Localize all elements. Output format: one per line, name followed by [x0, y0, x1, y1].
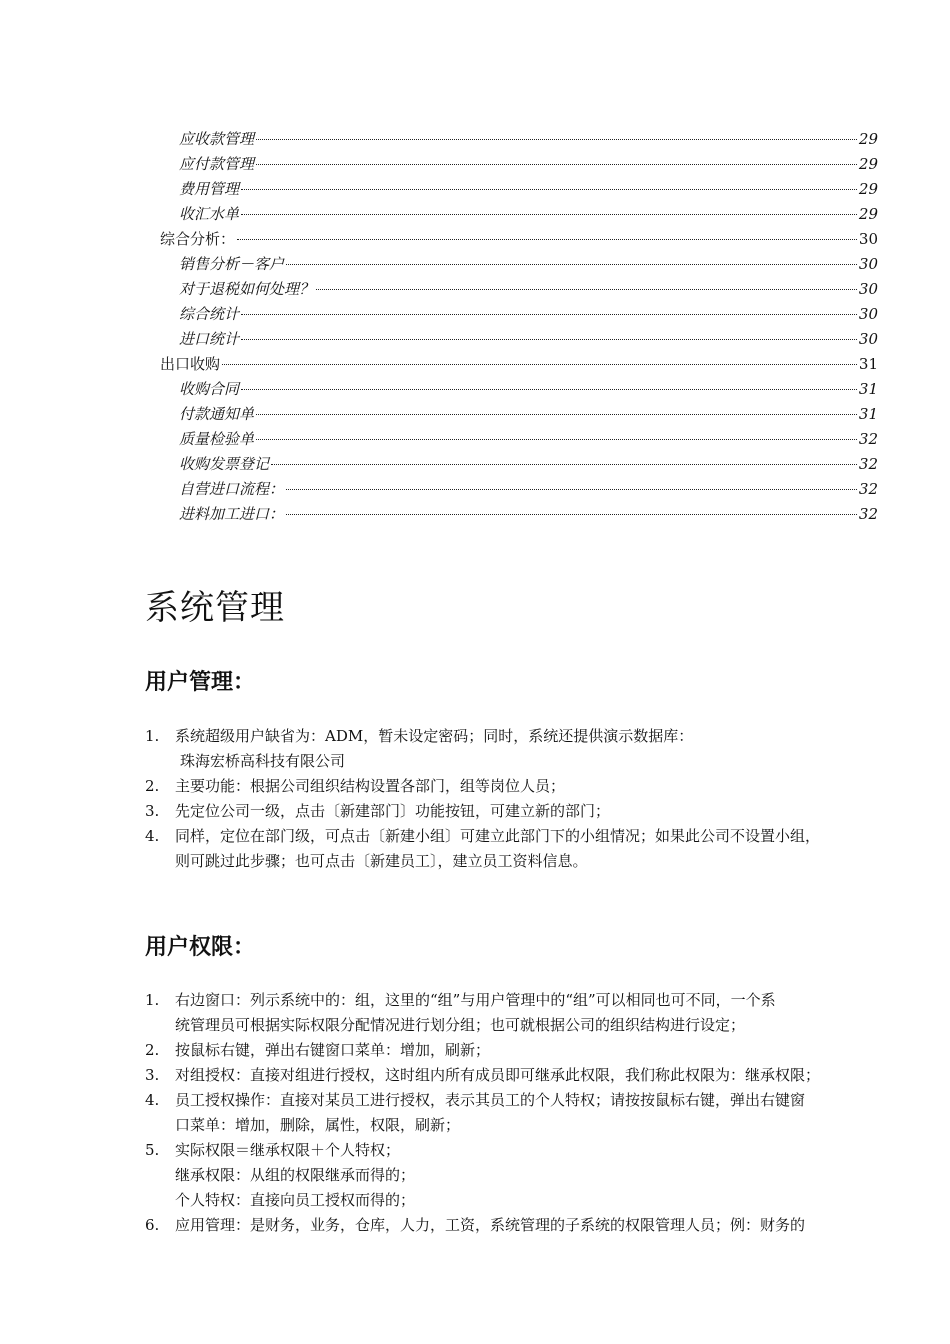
toc-entry-title: 收购合同: [179, 380, 240, 398]
toc-leader-dots: [241, 389, 857, 390]
list-item: [145, 1088, 890, 1138]
toc-entry-page: 32: [858, 430, 878, 448]
list-item-body: [175, 988, 890, 1038]
list-item-line: 口菜单：增加，删除，属性，权限，刷新；: [175, 1116, 461, 1134]
list-item-body: [175, 799, 890, 824]
toc-entry[interactable]: [160, 127, 878, 152]
list-item-line: 主要功能：根据公司组织结构设置各部门，组等岗位人员；: [175, 777, 566, 795]
page-title: 系统管理: [145, 588, 285, 628]
toc-entry[interactable]: [160, 252, 878, 277]
toc-entry-title: 质量检验单: [179, 430, 255, 448]
toc-leader-dots: [286, 264, 857, 265]
list-item-line: 先定位公司一级，点击〔新建部门〕功能按钮，可建立新的部门；: [175, 802, 611, 820]
list-item-line: 则可跳过此步骤；也可点击〔新建员工〕，建立员工资料信息。: [175, 852, 588, 870]
toc-entry-title: 出口收购: [160, 355, 221, 373]
list-item-number: 2.: [145, 777, 160, 795]
list-item: [145, 1063, 890, 1088]
toc-entry[interactable]: [160, 327, 878, 352]
toc-entry-title: 收汇水单: [179, 205, 240, 223]
list-item-number: 4.: [145, 1091, 160, 1109]
list-item-number: 6.: [145, 1216, 160, 1234]
toc-leader-dots: [241, 339, 857, 340]
toc-entry-page: 32: [858, 505, 878, 523]
toc-leader-dots: [241, 214, 857, 215]
toc-entry-page: 31: [858, 405, 878, 423]
list-item-line: 系统超级用户缺省为：ADM，暂未设定密码；同时，系统还提供演示数据库：: [175, 727, 694, 745]
toc-entry-title: 应付款管理: [179, 155, 255, 173]
toc-entry-title: 付款通知单: [179, 405, 255, 423]
list-item: [145, 1138, 890, 1213]
toc-entry[interactable]: [160, 477, 878, 502]
list-item: [145, 988, 890, 1038]
list-item-line: 员工授权操作：直接对某员工进行授权，表示其员工的个人特权；请按按鼠标右键，弹出右键窗: [175, 1091, 806, 1109]
toc-entry[interactable]: [160, 202, 878, 227]
list-item-line: 个人特权：直接向员工授权而得的；: [175, 1191, 416, 1209]
list-item-number: 5.: [145, 1141, 160, 1159]
list-item-body: [175, 724, 890, 774]
toc-entry-title: 进料加工进口：: [179, 505, 285, 523]
toc-entry-page: 30: [858, 330, 878, 348]
toc-entry-title: 费用管理: [179, 180, 240, 198]
toc-entry-page: 30: [858, 305, 878, 323]
list-item-body: [175, 1063, 890, 1088]
list-item: [145, 1213, 890, 1238]
toc-leader-dots: [286, 489, 857, 490]
list-item-number: 3.: [145, 802, 160, 820]
toc-entry-page: 32: [858, 480, 878, 498]
toc-entry[interactable]: [160, 452, 878, 477]
list-item-line: 右边窗口：列示系统中的：组，这里的“组”与用户管理中的“组”可以相同也可不同，一个系: [175, 991, 776, 1009]
toc-entry-page: 31: [858, 380, 878, 398]
toc-entry-page: 32: [858, 455, 878, 473]
toc-entry-title: 综合统计: [179, 305, 240, 323]
toc-entry-title: 自营进口流程：: [179, 480, 285, 498]
section-heading-user-permissions: 用户权限：: [145, 935, 256, 960]
list-item: [145, 799, 890, 824]
list-item-body: [175, 1038, 890, 1063]
toc-entry-title: 应收款管理: [179, 130, 255, 148]
toc-entry[interactable]: [160, 302, 878, 327]
list-item-subline: 珠海宏桥高科技有限公司: [180, 752, 346, 770]
toc-leader-dots: [256, 164, 857, 165]
toc-entry-page: 29: [858, 155, 878, 173]
list-item: [145, 1038, 890, 1063]
list-item-line: 统管理员可根据实际权限分配情况进行划分组；也可就根据公司的组织结构进行设定；: [175, 1016, 746, 1034]
list-item-body: [175, 824, 890, 874]
list-item: [145, 774, 890, 799]
section-heading-user-management: 用户管理：: [145, 670, 256, 695]
toc-leader-dots: [316, 289, 857, 290]
table-of-contents: [160, 127, 878, 527]
toc-leader-dots: [241, 189, 857, 190]
toc-leader-dots: [286, 514, 857, 515]
toc-entry-page: 30: [858, 255, 878, 273]
toc-leader-dots: [256, 439, 857, 440]
list-item-body: [175, 1138, 890, 1213]
toc-entry-title: 进口统计: [179, 330, 240, 348]
toc-entry-page: 29: [858, 180, 878, 198]
toc-entry-title: 收购发票登记: [179, 455, 270, 473]
toc-entry-page: 29: [858, 130, 878, 148]
list-item: [145, 824, 890, 874]
list-item-line: 同样，定位在部门级，可点击〔新建小组〕可建立此部门下的小组情况；如果此公司不设置小组，: [175, 827, 821, 845]
list-item-number: 2.: [145, 1041, 160, 1059]
toc-leader-dots: [256, 414, 857, 415]
toc-entry-page: 30: [858, 280, 878, 298]
toc-entry[interactable]: [160, 277, 878, 302]
toc-entry[interactable]: [160, 227, 878, 252]
toc-entry[interactable]: [160, 502, 878, 527]
list-item-line: 继承权限：从组的权限继承而得的；: [175, 1166, 416, 1184]
list-item-body: [175, 1088, 890, 1138]
user-management-list: [145, 724, 890, 874]
toc-entry-title: 对于退税如何处理？: [179, 280, 315, 298]
toc-entry-page: 31: [858, 355, 878, 373]
list-item-line: 对组授权：直接对组进行授权，这时组内所有成员即可继承此权限，我们称此权限为：继承权限；: [175, 1066, 821, 1084]
toc-leader-dots: [241, 314, 857, 315]
list-item-body: [175, 774, 890, 799]
toc-entry[interactable]: [160, 402, 878, 427]
toc-entry-page: 30: [858, 230, 878, 248]
toc-leader-dots: [222, 364, 857, 365]
toc-entry-title: 综合分析：: [160, 230, 236, 248]
list-item-number: 3.: [145, 1066, 160, 1084]
list-item-line: 实际权限＝继承权限＋个人特权；: [175, 1141, 401, 1159]
toc-entry[interactable]: [160, 377, 878, 402]
list-item-number: 1.: [145, 727, 160, 745]
toc-leader-dots: [256, 139, 857, 140]
list-item-number: 4.: [145, 827, 160, 845]
list-item-number: 1.: [145, 991, 160, 1009]
list-item-body: [175, 1213, 890, 1238]
list-item-line: 按鼠标右键，弹出右键窗口菜单：增加，刷新；: [175, 1041, 491, 1059]
toc-entry[interactable]: [160, 152, 878, 177]
toc-leader-dots: [237, 239, 857, 240]
toc-entry[interactable]: [160, 427, 878, 452]
toc-entry[interactable]: [160, 177, 878, 202]
user-permissions-list: [145, 988, 890, 1238]
toc-entry-page: 29: [858, 205, 878, 223]
list-item-line: 应用管理：是财务，业务，仓库，人力，工资，系统管理的子系统的权限管理人员；例：财务的: [175, 1216, 806, 1234]
toc-entry-title: 销售分析－客户: [179, 255, 285, 273]
toc-entry[interactable]: [160, 352, 878, 377]
toc-leader-dots: [271, 464, 857, 465]
list-item: [145, 724, 890, 774]
